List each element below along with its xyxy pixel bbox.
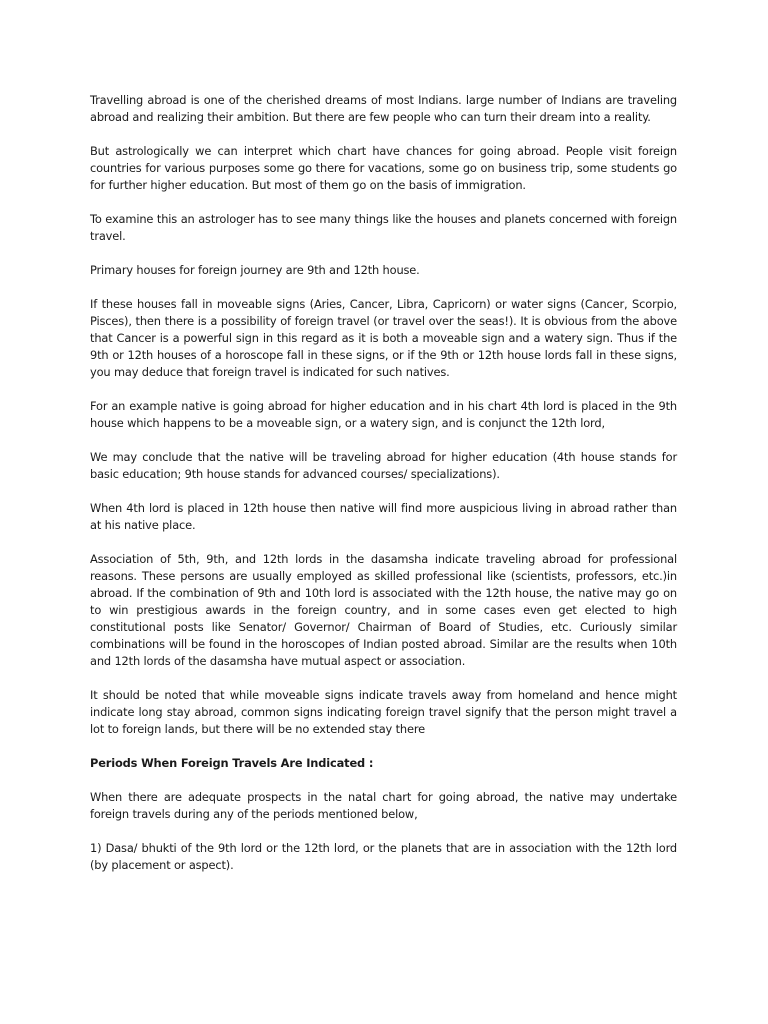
paragraph-examine: To examine this an astrologer has to see many things like the houses and planets concerned with foreign travel. [90, 212, 677, 243]
paragraph-note: It should be noted that while moveable signs indicate travels away from homeland and hence might indicate long stay abroad, common signs indicating foreign travel signify that the person might travel a lot to foreign lands, but there will be no extended stay there [90, 688, 677, 736]
paragraph-dasamsha: Association of 5th, 9th, and 12th lords in the dasamsha indicate traveling abroad for professional reasons. These persons are usually employed as skilled professional like (scientists, professors, etc.)in abroad. If the combination of 9th and 10th lord is associated with the 12th house, the native may go on to win prestigious awards in the foreign country, and in some cases even get elected to high constitutional posts like Senator/ Governor/ Chairman of Board of Studies, etc. Curiously similar combinations will be found in the horoscopes of Indian posted abroad. Similar are the results when 10th and 12th lords of the dasamsha have mutual aspect or association. [90, 552, 677, 668]
paragraph-dasa-bhukti: 1) Dasa/ bhukti of the 9th lord or the 12th lord, or the planets that are in association with the 12th lord (by placement or aspect). [90, 841, 677, 872]
paragraph-primary-houses: Primary houses for foreign journey are 9th and 12th house. [90, 263, 420, 277]
paragraph-prospects: When there are adequate prospects in the natal chart for going abroad, the native may undertake foreign travels during any of the periods mentioned below, [90, 790, 677, 821]
section-heading: Periods When Foreign Travels Are Indicated : [90, 756, 374, 770]
paragraph-astrological-interpretation: But astrologically we can interpret which chart have chances for going abroad. People visit foreign countries for various purposes some go there for vacations, some go on business trip, some students go for further higher education. But most of them go on the basis of immigration. [90, 144, 677, 192]
paragraph-intro: Travelling abroad is one of the cherished dreams of most Indians. large number of Indians are traveling abroad and realizing their ambition. But there are few people who can turn their dream into a reality. [90, 93, 677, 124]
paragraph-moveable-signs: If these houses fall in moveable signs (Aries, Cancer, Libra, Capricorn) or water signs (Cancer, Scorpio, Pisces), then there is a possibility of foreign travel (or travel over the seas!). It is obvious from the above that Cancer is a powerful sign in this regard as it is both a moveable sign and a watery sign. Thus if the 9th or 12th houses of a horoscope fall in these signs, or if the 9th or 12th house lords fall in these signs, you may deduce that foreign travel is indicated for such natives. [90, 297, 677, 379]
paragraph-4th-lord: When 4th lord is placed in 12th house then native will find more auspicious living in abroad rather than at his native place. [90, 501, 677, 532]
document-page [90, 92, 677, 891]
paragraph-conclusion: We may conclude that the native will be traveling abroad for higher education (4th house stands for basic education; 9th house stands for advanced courses/ specializations). [90, 450, 677, 481]
paragraph-example-native: For an example native is going abroad for higher education and in his chart 4th lord is placed in the 9th house which happens to be a moveable sign, or a watery sign, and is conjunct the 12th lord, [90, 399, 677, 430]
